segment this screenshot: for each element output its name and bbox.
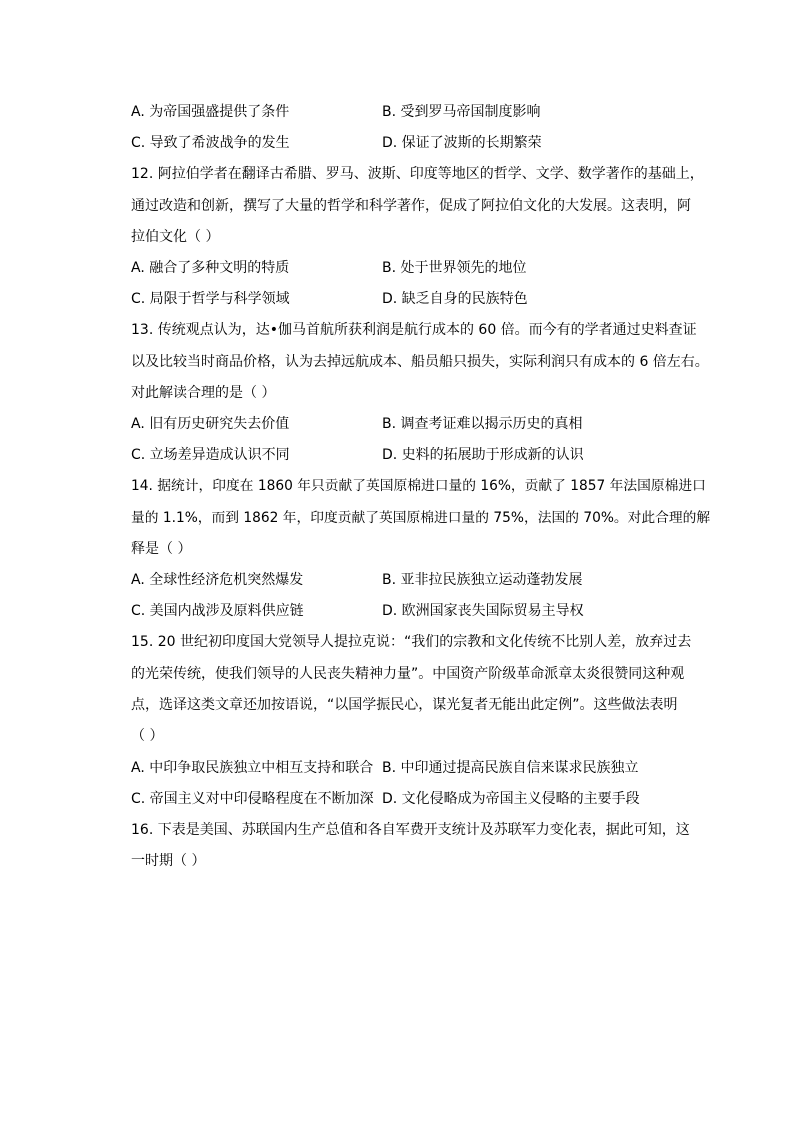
q15-option-b: B. 中印通过提高民族自信来谋求民族独立 — [382, 760, 639, 776]
q15-option-a: A. 中印争取民族独立中相互支持和联合 — [131, 760, 374, 776]
q13-stem-line-1: 13. 传统观点认为，达•伽马首航所获利润是航行成本的 60 倍。而今有的学者通过史料查证 — [131, 322, 697, 338]
q15-stem-line-1: 15. 20 世纪初印度国大党领导人提拉克说：“我们的宗教和文化传统不比别人差，放弃过去 — [131, 634, 692, 650]
q11-option-d: D. 保证了波斯的长期繁荣 — [382, 135, 542, 151]
q15-stem-line-3: 点，选译这类文章还加按语说，“以国学振民心，谋光复者无能出此定例”。这些做法表明 — [131, 697, 678, 713]
q11-option-b: B. 受到罗马帝国制度影响 — [382, 104, 541, 120]
q11-option-c: C. 导致了希波战争的发生 — [131, 135, 290, 151]
q13-option-c: C. 立场差异造成认识不同 — [131, 447, 290, 463]
q15-stem-line-2: 的光荣传统，使我们领导的人民丧失精神力量”。中国资产阶级革命派章太炎很赞同这种观 — [131, 666, 685, 682]
q15-stem-line-4: （ ） — [131, 728, 164, 744]
q13-stem-line-2: 以及比较当时商品价格，认为去掉远航成本、船员船只损失，实际利润只有成本的 6 倍左右。 — [131, 354, 709, 370]
q12-option-a: A. 融合了多种文明的特质 — [131, 260, 290, 276]
q13-option-b: B. 调查考证难以揭示历史的真相 — [382, 416, 583, 432]
q16-stem-line-1: 16. 下表是美国、苏联国内生产总值和各自军费开支统计及苏联军力变化表，据此可知，这 — [131, 822, 690, 838]
q14-option-a: A. 全球性经济危机突然爆发 — [131, 572, 304, 588]
q14-stem-line-1: 14. 据统计，印度在 1860 年只贡献了英国原棉进口量的 16%，贡献了 1857 年法国原棉进口 — [131, 478, 706, 494]
q14-stem-line-3: 释是（ ） — [131, 541, 192, 557]
q14-option-c: C. 美国内战涉及原料供应链 — [131, 603, 304, 619]
q12-stem-line-1: 12. 阿拉伯学者在翻译古希腊、罗马、波斯、印度等地区的哲学、文学、数学著作的基础上， — [131, 166, 704, 182]
q12-option-d: D. 缺乏自身的民族特色 — [382, 291, 528, 307]
q14-option-d: D. 欧洲国家丧失国际贸易主导权 — [382, 603, 584, 619]
q14-option-b: B. 亚非拉民族独立运动蓬勃发展 — [382, 572, 583, 588]
q16-stem-line-2: 一时期（ ） — [131, 853, 206, 869]
q13-option-d: D. 史料的拓展助于形成新的认识 — [382, 447, 584, 463]
q12-stem-line-3: 拉伯文化（ ） — [131, 229, 220, 245]
q15-option-c: C. 帝国主义对中印侵略程度在不断加深 — [131, 791, 374, 807]
q12-option-c: C. 局限于哲学与科学领域 — [131, 291, 290, 307]
q15-option-d: D. 文化侵略成为帝国主义侵略的主要手段 — [382, 791, 640, 807]
q12-stem-line-2: 通过改造和创新，撰写了大量的哲学和科学著作，促成了阿拉伯文化的大发展。这表明，阿 — [131, 198, 691, 214]
q12-option-b: B. 处于世界领先的地位 — [382, 260, 527, 276]
q13-option-a: A. 旧有历史研究失去价值 — [131, 416, 290, 432]
q14-stem-line-2: 量的 1.1%，而到 1862 年，印度贡献了英国原棉进口量的 75%，法国的 70%。对此合理的解 — [131, 510, 711, 526]
q11-option-a: A. 为帝国强盛提供了条件 — [131, 104, 290, 120]
q13-stem-line-3: 对此解读合理的是（ ） — [131, 385, 276, 401]
